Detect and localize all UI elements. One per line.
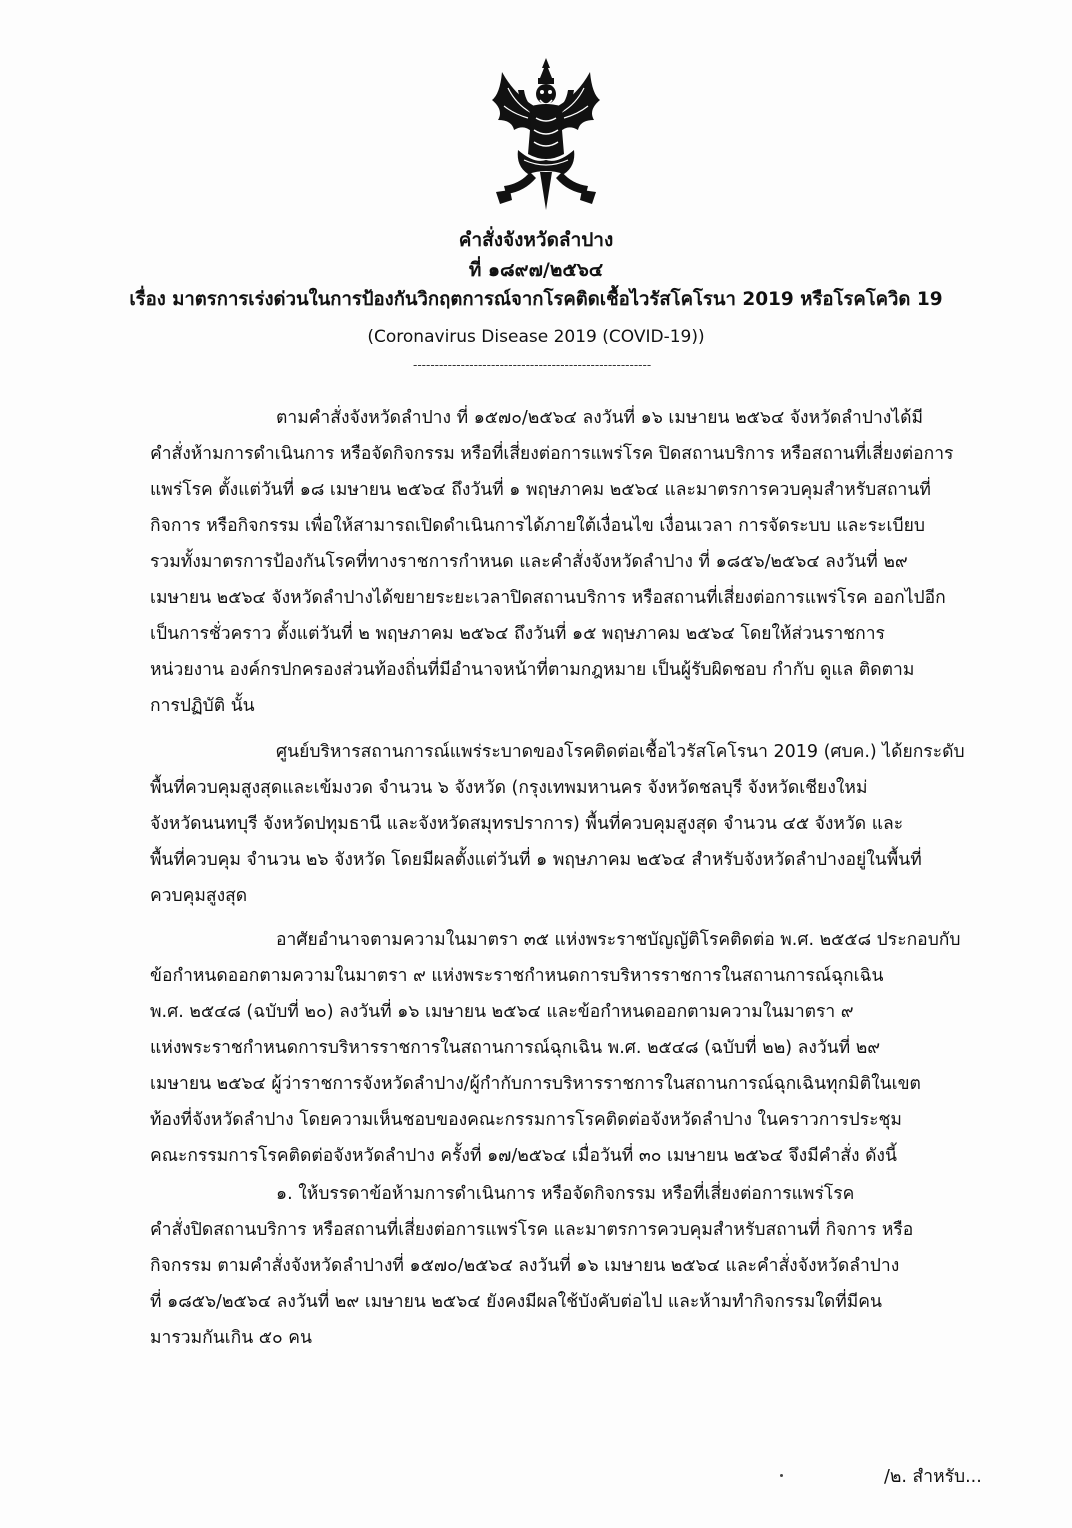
text-line: อาศัยอำนาจตามความในมาตรา ๓๕ แห่งพระราชบัญญัติโรคติดต่อ พ.ศ. ๒๕๕๘ ประกอบกับ <box>276 930 961 950</box>
next-page-marker: /๒. สำหรับ... <box>884 1467 982 1487</box>
paragraph-3 <box>150 922 1010 1174</box>
text-line: ควบคุมสูงสุด <box>150 886 248 906</box>
text-line: เมษายน ๒๕๖๔ ผู้ว่าราชการจังหวัดลำปาง/ผู้กำกับการบริหารราชการในสถานการณ์ฉุกเฉินทุกมิติในเขต <box>150 1074 921 1094</box>
text-line: พื้นที่ควบคุมสูงสุดและเข้มงวด จำนวน ๖ จังหวัด (กรุงเทพมหานคร จังหวัดชลบุรี จังหวัดเชียงใหม่ <box>150 778 868 798</box>
text-line: ที่ ๑๘๕๖/๒๕๖๔ ลงวันที่ ๒๙ เมษายน ๒๕๖๔ ยังคงมีผลใช้บังคับต่อไป และห้ามทำกิจกรรมใดที่มีคน <box>150 1292 882 1312</box>
text-line: คำสั่งห้ามการดำเนินการ หรือจัดกิจกรรม หรือที่เสี่ยงต่อการแพร่โรค ปิดสถานบริการ หรือสถานที่เสี่ยงต่อการ <box>150 444 954 464</box>
text-line: ตามคำสั่งจังหวัดลำปาง ที่ ๑๕๗๐/๒๕๖๔ ลงวันที่ ๑๖ เมษายน ๒๕๖๔ จังหวัดลำปางได้มี <box>276 408 924 428</box>
text-line: แห่งพระราชกำหนดการบริหารราชการในสถานการณ์ฉุกเฉิน พ.ศ. ๒๕๔๘ (ฉบับที่ ๒๒) ลงวันที่ ๒๙ <box>150 1038 881 1058</box>
text-line: ท้องที่จังหวัดลำปาง โดยความเห็นชอบของคณะกรรมการโรคติดต่อจังหวัดลำปาง ในคราวการประชุม <box>150 1110 902 1130</box>
text-line: ศูนย์บริหารสถานการณ์แพร่ระบาดของโรคติดต่อเชื้อไวรัสโคโรนา 2019 (ศบค.) ได้ยกระดับ <box>276 742 965 762</box>
paragraph-2 <box>150 734 1010 914</box>
divider-line: ------------------------------------------------------- <box>413 358 652 372</box>
text-line: แพร่โรค ตั้งแต่วันที่ ๑๘ เมษายน ๒๕๖๔ ถึงวันที่ ๑ พฤษภาคม ๒๕๖๔ และมาตรการควบคุมสำหรับสถานที่ <box>150 480 931 500</box>
text-line: หน่วยงาน องค์กรปกครองส่วนท้องถิ่นที่มีอำนาจหน้าที่ตามกฎหมาย เป็นผู้รับผิดชอบ กำกับ ดูแล ติดตาม <box>150 660 915 680</box>
text-line: มารวมกันเกิน ๕๐ คน <box>150 1328 312 1348</box>
text-line: กิจการ หรือกิจกรรม เพื่อให้สามารถเปิดดำเนินการได้ภายใต้เงื่อนไข เงื่อนเวลา การจัดระบบ และระเบียบ <box>150 516 925 536</box>
order-number: ที่ ๑๘๙๗/๒๕๖๔ <box>468 259 604 281</box>
text-line: เป็นการชั่วคราว ตั้งแต่วันที่ ๒ พฤษภาคม ๒๕๖๔ ถึงวันที่ ๑๕ พฤษภาคม ๒๕๖๔ โดยให้ส่วนราชการ <box>150 624 885 644</box>
garuda-emblem-icon <box>484 54 608 216</box>
text-line: พื้นที่ควบคุม จำนวน ๒๖ จังหวัด โดยมีผลตั้งแต่วันที่ ๑ พฤษภาคม ๒๕๖๔ สำหรับจังหวัดลำปางอยู่ในพื้นที่ <box>150 850 922 870</box>
text-line: คณะกรรมการโรคติดต่อจังหวัดลำปาง ครั้งที่ ๑๗/๒๕๖๔ เมื่อวันที่ ๓๐ เมษายน ๒๕๖๔ จึงมีคำสั่ง ดังนี้ <box>150 1146 897 1166</box>
order-subject-english: (Coronavirus Disease 2019 (COVID-19)) <box>367 327 705 347</box>
text-line: จังหวัดนนทบุรี จังหวัดปทุมธานี และจังหวัดสมุทรปราการ) พื้นที่ควบคุมสูงสุด จำนวน ๔๕ จังหวัด และ <box>150 814 904 834</box>
text-line: รวมทั้งมาตรการป้องกันโรคที่ทางราชการกำหนด และคำสั่งจังหวัดลำปาง ที่ ๑๘๕๖/๒๕๖๔ ลงวันที่ ๒๙ <box>150 552 908 572</box>
scan-speck <box>780 1474 783 1477</box>
text-line: พ.ศ. ๒๕๔๘ (ฉบับที่ ๒๐) ลงวันที่ ๑๖ เมษายน ๒๕๖๔ และข้อกำหนดออกตามความในมาตรา ๙ <box>150 1002 854 1022</box>
text-line: คำสั่งปิดสถานบริการ หรือสถานที่เสี่ยงต่อการแพร่โรค และมาตรการควบคุมสำหรับสถานที่ กิจการ หรือ <box>150 1220 914 1240</box>
text-line: การปฏิบัติ นั้น <box>150 696 255 716</box>
text-line: ๑. ให้บรรดาข้อห้ามการดำเนินการ หรือจัดกิจกรรม หรือที่เสี่ยงต่อการแพร่โรค <box>276 1184 855 1204</box>
text-line: เมษายน ๒๕๖๔ จังหวัดลำปางได้ขยายระยะเวลาปิดสถานบริการ หรือสถานที่เสี่ยงต่อการแพร่โรค ออกไปอีก <box>150 588 946 608</box>
order-title: คำสั่งจังหวัดลำปาง <box>458 229 614 251</box>
paragraph-1 <box>150 400 1010 724</box>
text-line: ข้อกำหนดออกตามความในมาตรา ๙ แห่งพระราชกำหนดการบริหารราชการในสถานการณ์ฉุกเฉิน <box>150 966 884 986</box>
order-subject: เรื่อง มาตรการเร่งด่วนในการป้องกันวิกฤตการณ์จากโรคติดเชื้อไวรัสโคโรนา 2019 หรือโรคโควิด 19 <box>129 289 943 310</box>
text-line: กิจกรรม ตามคำสั่งจังหวัดลำปางที่ ๑๕๗๐/๒๕๖๔ ลงวันที่ ๑๖ เมษายน ๒๕๖๔ และคำสั่งจังหวัดลำปาง <box>150 1256 900 1276</box>
paragraph-4 <box>150 1176 1010 1356</box>
